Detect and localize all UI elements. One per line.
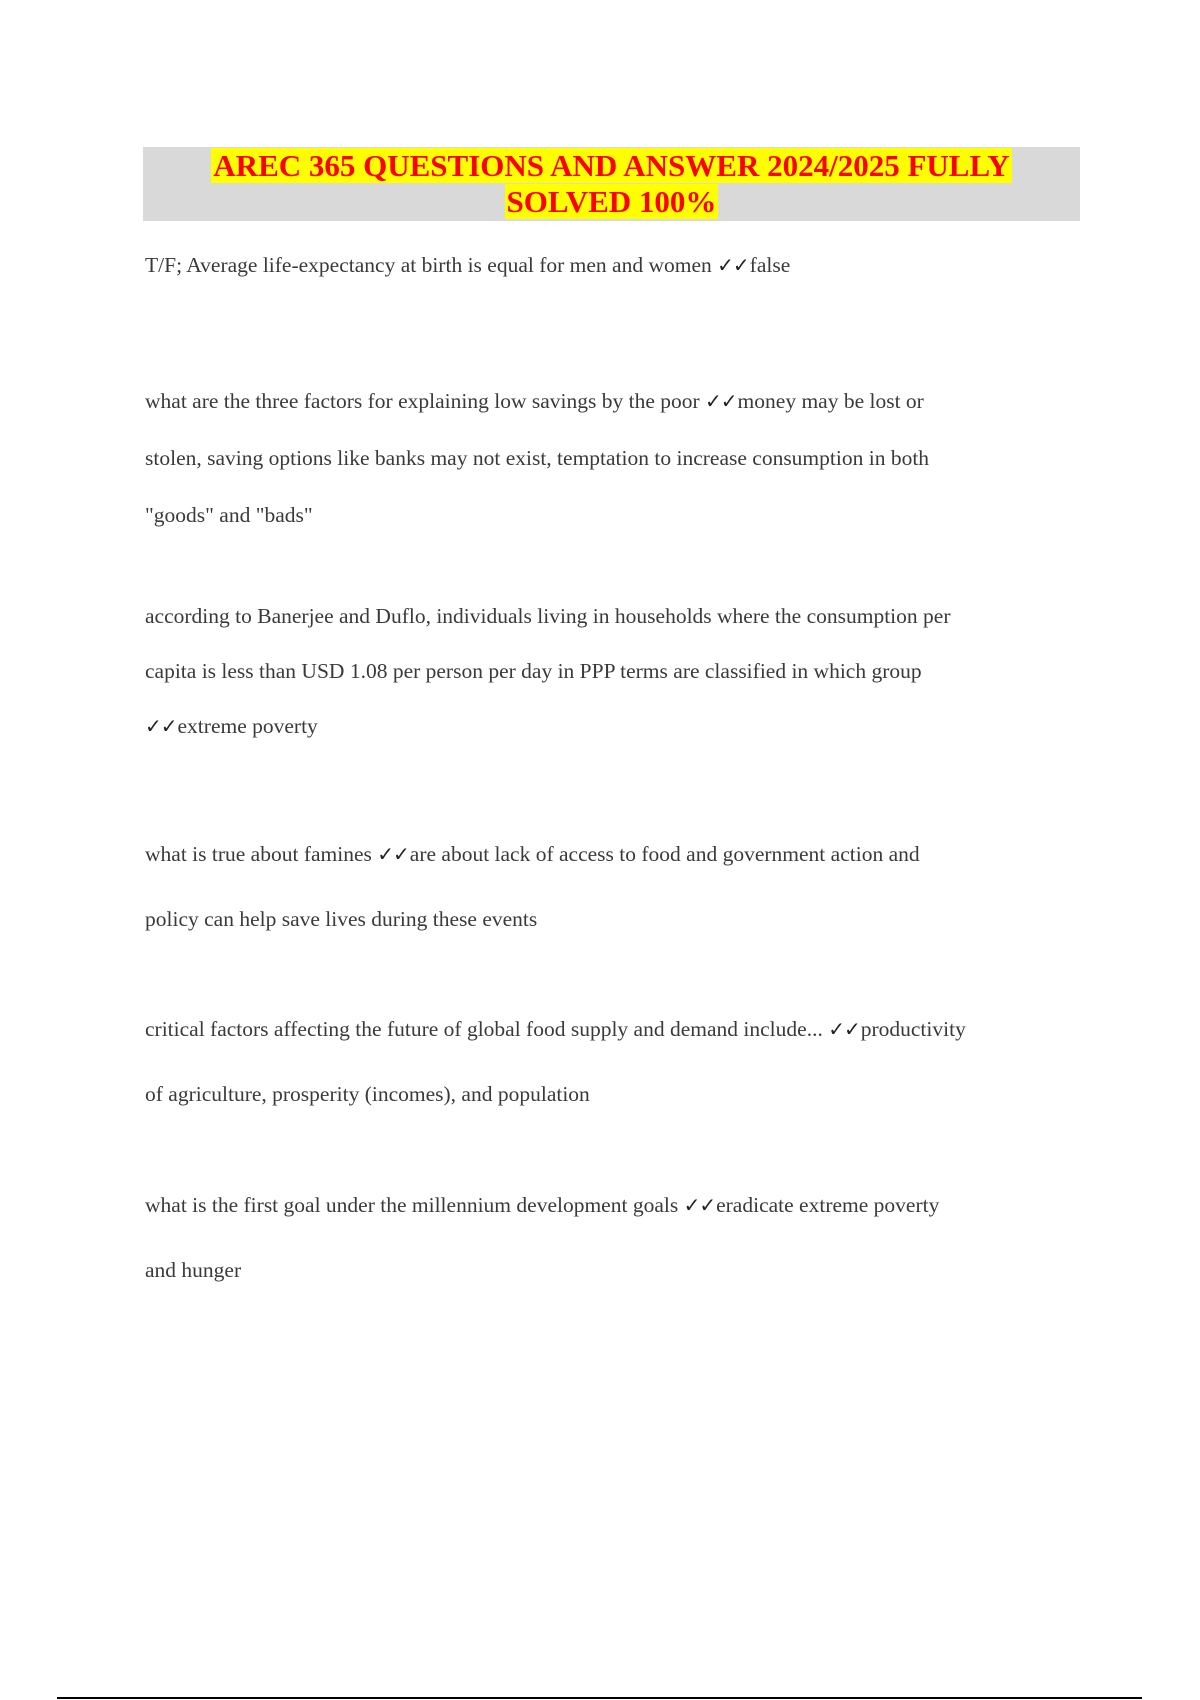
document-title bbox=[143, 147, 1080, 221]
title-line-2: SOLVED 100% bbox=[506, 184, 717, 219]
qa-line: what are the three factors for explaining low savings by the poor ✓✓money may be lost or bbox=[145, 389, 924, 413]
answer-text: money may be lost or bbox=[737, 389, 924, 413]
qa-line: and hunger bbox=[145, 1258, 242, 1282]
qa-line: what is the first goal under the millennium development goals ✓✓eradicate extreme poverty bbox=[145, 1193, 940, 1217]
qa-item-1 bbox=[145, 252, 1090, 278]
answer-text: eradicate extreme poverty bbox=[716, 1193, 940, 1217]
qa-item-3 bbox=[145, 589, 1090, 754]
double-check-icon: ✓✓ bbox=[683, 1193, 716, 1217]
qa-item-6 bbox=[145, 1173, 1090, 1303]
qa-line bbox=[145, 699, 1090, 754]
double-check-icon: ✓✓ bbox=[828, 1017, 860, 1041]
footer-divider bbox=[57, 1697, 1142, 1699]
qa-item-2 bbox=[145, 373, 1090, 544]
qa-line: stolen, saving options like banks may not exist, temptation to increase consumption in both bbox=[145, 446, 930, 470]
qa-item-5 bbox=[145, 997, 1090, 1127]
qa-line: capita is less than USD 1.08 per person per day in PPP terms are classified in which group bbox=[145, 659, 922, 683]
answer-text: are about lack of access to food and government action and bbox=[409, 842, 920, 866]
double-check-icon: ✓✓ bbox=[377, 842, 409, 866]
qa-line: according to Banerjee and Duflo, individuals living in households where the consumption per bbox=[145, 604, 951, 628]
qa-line: policy can help save lives during these events bbox=[145, 907, 538, 931]
qa-line: T/F; Average life-expectancy at birth is equal for men and women ✓✓false bbox=[145, 253, 791, 277]
double-check-icon: ✓✓ bbox=[705, 389, 737, 413]
qa-line: of agriculture, prosperity (incomes), and population bbox=[145, 1082, 590, 1106]
answer-text: productivity bbox=[860, 1017, 966, 1041]
qa-line: critical factors affecting the future of global food supply and demand include... ✓✓productivity bbox=[145, 1017, 966, 1041]
qa-line: what is true about famines ✓✓are about lack of access to food and government action and bbox=[145, 842, 920, 866]
title-line-1: AREC 365 QUESTIONS AND ANSWER 2024/2025 FULLY bbox=[213, 148, 1010, 183]
double-check-icon: ✓✓ bbox=[145, 714, 177, 738]
answer-text: extreme poverty bbox=[177, 714, 318, 738]
qa-item-4 bbox=[145, 822, 1090, 952]
answer-text: false bbox=[749, 253, 791, 277]
qa-line: "goods" and "bads" bbox=[145, 503, 313, 527]
double-check-icon: ✓✓ bbox=[717, 253, 749, 277]
